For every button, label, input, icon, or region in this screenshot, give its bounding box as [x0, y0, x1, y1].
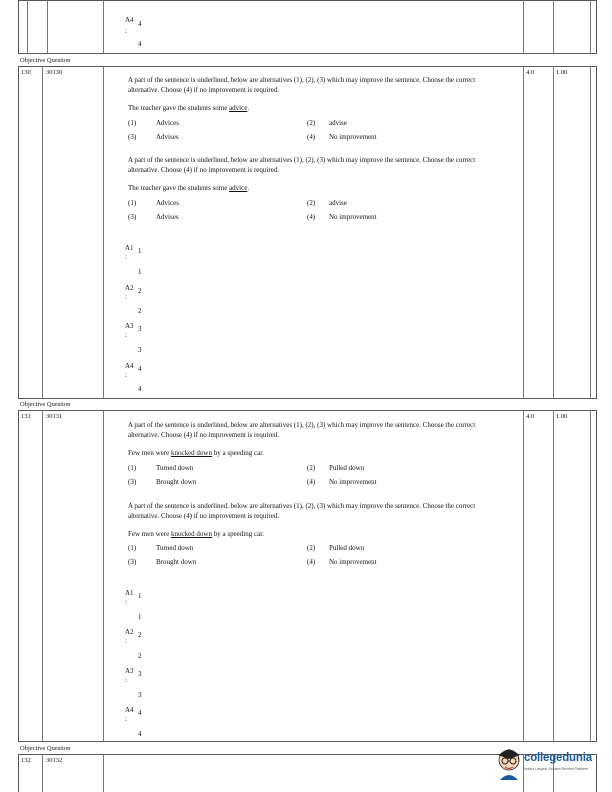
option-number: (2)	[307, 544, 316, 552]
option-text: advise	[329, 119, 347, 127]
underlined-phrase: knocked down	[170, 449, 212, 457]
question-instruction: A part of the sentence is underlined, below are alternatives (1), (2), (3) which may improve the sentence. Choose the correct alternative. Choose (4) if no improvement is required.	[128, 76, 476, 94]
answer-colon: :	[125, 331, 127, 339]
answer-label: A1	[125, 589, 134, 597]
answer-colon: :	[125, 598, 127, 606]
answer-colon: :	[125, 715, 127, 723]
option-number: (2)	[307, 199, 316, 207]
prev-answer-value-2: 4	[138, 40, 142, 48]
section-label: Objective Question	[20, 401, 71, 408]
logo-tagline: India's Largest Student Review Platform	[524, 767, 588, 771]
option-text: Turned down	[156, 464, 194, 472]
answer-label: A1	[125, 244, 134, 252]
option-text: No improvement	[329, 478, 377, 486]
collegedunia-logo	[494, 746, 604, 780]
option-text: Brought down	[156, 558, 197, 566]
answer-label: A3	[125, 322, 134, 330]
option-text: Advices	[156, 199, 179, 207]
answer-value-2: 4	[138, 730, 142, 738]
option-text: Brought down	[156, 478, 197, 486]
question-instruction: A part of the sentence is underlined, below are alternatives (1), (2), (3) which may improve the sentence. Choose the correct alternative. Choose (4) if no improvement is required.	[128, 421, 476, 439]
question-sentence: The teacher gave the students some advice.	[128, 184, 250, 192]
answer-value-2: 1	[138, 613, 142, 621]
answer-label: A3	[125, 667, 134, 675]
question-id: 30131	[46, 413, 63, 420]
answer-value: 2	[138, 287, 142, 295]
option-number: (4)	[307, 558, 316, 566]
question-number: 131	[21, 413, 31, 420]
student-mascot-icon	[494, 746, 524, 780]
question-sentence: Few men were knocked down by a speeding car.	[128, 449, 264, 457]
option-number: (1)	[128, 544, 137, 552]
question-sentence: Few men were knocked down by a speeding car.	[128, 530, 264, 538]
question-negative-marks: 1.00	[556, 69, 568, 76]
question-130-table	[18, 66, 597, 399]
answer-value: 2	[138, 631, 142, 639]
answer-label: A2	[125, 284, 134, 292]
question-id: 30130	[46, 69, 63, 76]
question-number: 130	[21, 69, 31, 76]
option-number: (4)	[307, 213, 316, 221]
answer-label: A4	[125, 706, 134, 714]
option-text: Advises	[156, 213, 179, 221]
answer-colon: :	[125, 637, 127, 645]
option-text: Pulled down	[329, 544, 365, 552]
answer-value-2: 3	[138, 346, 142, 354]
option-number: (1)	[128, 464, 137, 472]
option-text: No improvement	[329, 558, 377, 566]
document-page	[18, 0, 597, 792]
option-text: No improvement	[329, 213, 377, 221]
question-instruction: A part of the sentence is underlined, below are alternatives (1), (2), (3) which may improve the sentence. Choose the correct alternative. Choose (4) if no improvement is required.	[128, 502, 476, 520]
answer-value: 1	[138, 592, 142, 600]
option-text: No improvement	[329, 133, 377, 141]
section-label: Objective Question	[20, 745, 71, 752]
answer-value-2: 3	[138, 691, 142, 699]
answer-colon: :	[125, 293, 127, 301]
option-number: (2)	[307, 119, 316, 127]
prev-answer-label: A4	[125, 16, 134, 24]
underlined-phrase: advice	[229, 104, 248, 112]
question-instruction: A part of the sentence is underlined, below are alternatives (1), (2), (3) which may improve the sentence. Choose the correct alternative. Choose (4) if no improvement is required.	[128, 156, 476, 174]
option-number: (4)	[307, 478, 316, 486]
option-text: Pulled down	[329, 464, 365, 472]
option-number: (3)	[128, 133, 137, 141]
underlined-phrase: advice	[229, 184, 248, 192]
answer-value: 3	[138, 325, 142, 333]
option-text: Advises	[156, 133, 179, 141]
question-number: 132	[21, 757, 31, 764]
answer-value: 4	[138, 365, 142, 373]
question-negative-marks: 1.00	[556, 413, 568, 420]
answer-value: 3	[138, 670, 142, 678]
option-text: advise	[329, 199, 347, 207]
question-marks: 4.0	[526, 413, 535, 420]
answer-value-2: 4	[138, 385, 142, 393]
option-text: Turned down	[156, 544, 194, 552]
underlined-phrase: knocked down	[170, 530, 212, 538]
answer-value-2: 2	[138, 652, 142, 660]
prev-answer-value: 4	[138, 20, 142, 28]
prev-answer-colon: :	[125, 27, 127, 35]
option-text: Advices	[156, 119, 179, 127]
option-number: (1)	[128, 119, 137, 127]
question-id: 30132	[46, 757, 63, 764]
answer-value-2: 1	[138, 268, 142, 276]
answer-label: A4	[125, 362, 134, 370]
question-sentence: The teacher gave the students some advice.	[128, 104, 250, 112]
option-number: (2)	[307, 464, 316, 472]
answer-colon: :	[125, 676, 127, 684]
answer-colon: :	[125, 371, 127, 379]
logo-brand-text: collegedunia	[524, 752, 592, 764]
answer-label: A2	[125, 628, 134, 636]
answer-colon: :	[125, 253, 127, 261]
option-number: (3)	[128, 478, 137, 486]
prev-question-table	[18, 0, 597, 54]
answer-value-2: 2	[138, 307, 142, 315]
option-number: (3)	[128, 213, 137, 221]
option-number: (3)	[128, 558, 137, 566]
section-label: Objective Question	[20, 57, 71, 64]
question-marks: 4.0	[526, 69, 535, 76]
question-131-table	[18, 410, 597, 742]
option-number: (4)	[307, 133, 316, 141]
answer-value: 4	[138, 709, 142, 717]
option-number: (1)	[128, 199, 137, 207]
answer-value: 1	[138, 247, 142, 255]
